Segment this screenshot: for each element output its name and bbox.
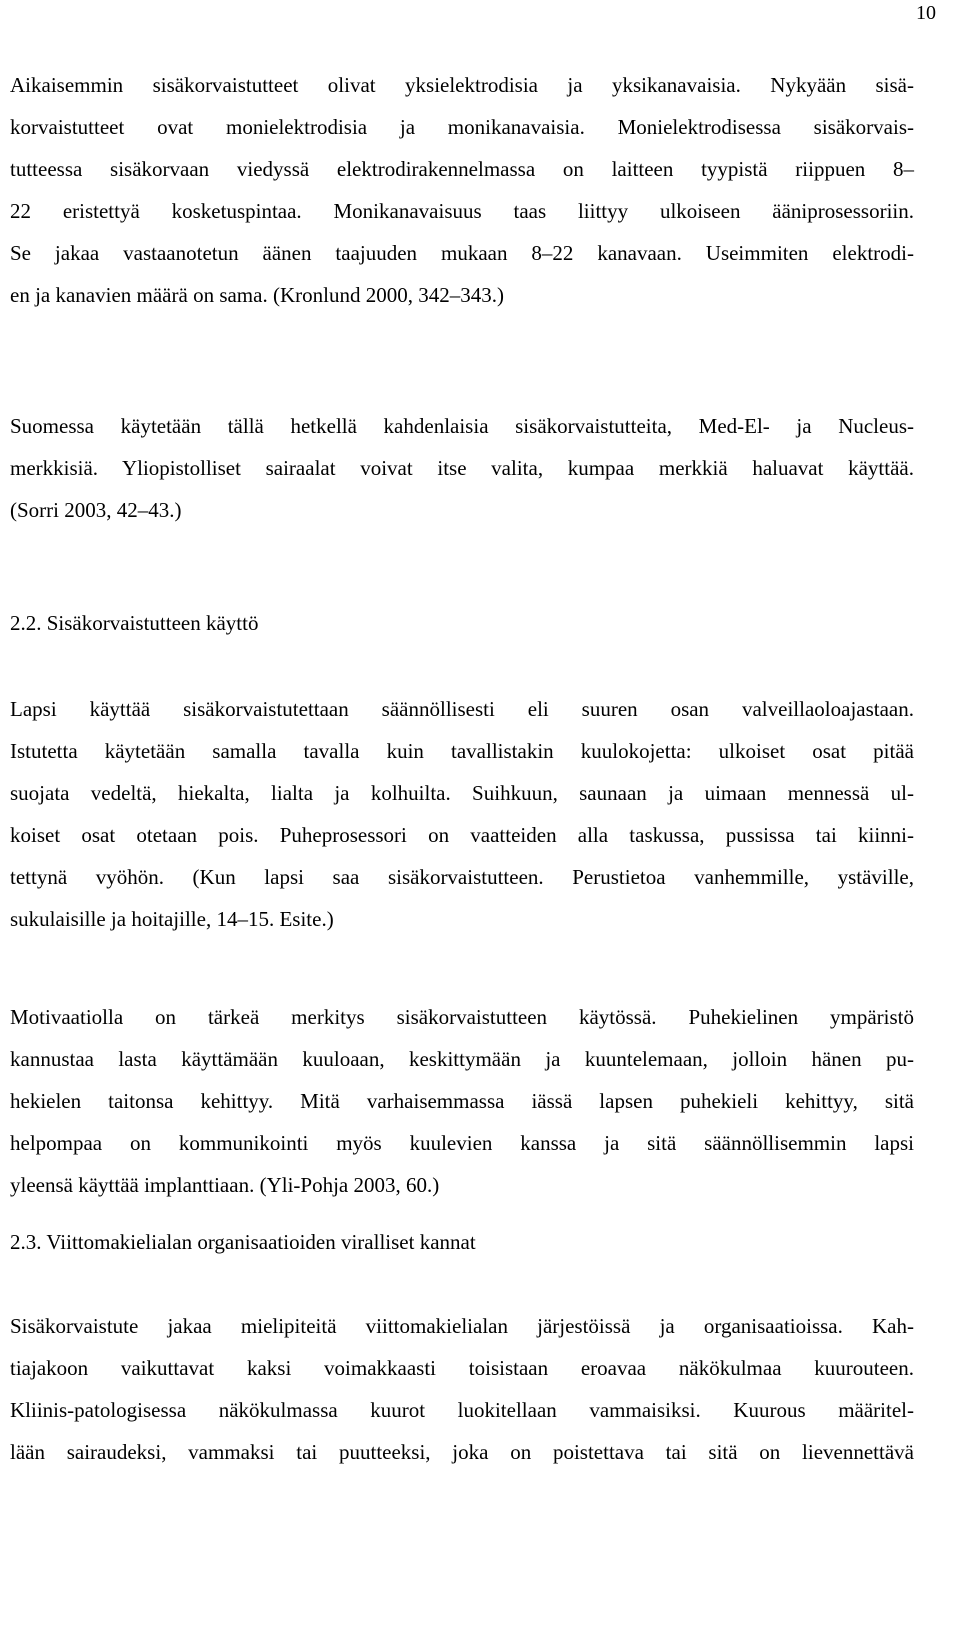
text-line: merkkisiä. Yliopistolliset sairaalat voivat itse valita, kumpaa merkkiä haluavat käyttää. <box>10 456 914 480</box>
text-line: Aikaisemmin sisäkorvaistutteet olivat yksielektrodisia ja yksikanavaisia. Nykyään sisä- <box>10 73 914 97</box>
text-line: 22 eristettyä kosketuspintaa. Monikanavaisuus taas liittyy ulkoiseen ääniprosessoriin. <box>10 199 914 223</box>
text-line: Se jakaa vastaanotetun äänen taajuuden mukaan 8–22 kanavaan. Useimmiten elektrodi- <box>10 241 914 265</box>
text-line: lään sairaudeksi, vammaksi tai puutteeksi, joka on poistettava tai sitä on lievennettävä <box>10 1440 914 1464</box>
text-line: (Sorri 2003, 42–43.) <box>10 498 182 522</box>
text-line: yleensä käyttää implanttiaan. (Yli-Pohja 2003, 60.) <box>10 1173 440 1197</box>
text-line: Sisäkorvaistute jakaa mielipiteitä viittomakielialan järjestöissä ja organisaatioissa. Kah- <box>10 1314 914 1338</box>
section-heading-2-3: 2.3. Viittomakielialan organisaatioiden viralliset kannat <box>10 1230 476 1254</box>
paragraph-cochlear-implant-types <box>10 64 914 316</box>
text-line: kannustaa lasta käyttämään kuuloaan, keskittymään ja kuuntelemaan, jolloin hänen pu- <box>10 1047 914 1071</box>
text-line: tiajakoon vaikuttavat kaksi voimakkaasti toisistaan eroavaa näkökulmaa kuurouteen. <box>10 1356 914 1380</box>
text-line: suojata vedeltä, hiekalta, lialta ja kolhuilta. Suihkuun, saunaan ja uimaan mennessä ul- <box>10 781 914 805</box>
paragraph-organisation-views <box>10 1305 914 1473</box>
text-line: koiset osat otetaan pois. Puheprosessori on vaatteiden alla taskussa, pussissa tai kiinni- <box>10 823 914 847</box>
text-line: sukulaisille ja hoitajille, 14–15. Esite.) <box>10 907 334 931</box>
paragraph-implant-usage <box>10 688 914 940</box>
section-heading-2-2: 2.2. Sisäkorvaistutteen käyttö <box>10 611 259 635</box>
paragraph-motivation <box>10 996 914 1206</box>
text-line: Suomessa käytetään tällä hetkellä kahdenlaisia sisäkorvaistutteita, Med-El- ja Nucleus- <box>10 414 914 438</box>
text-line: Motivaatiolla on tärkeä merkitys sisäkorvaistutteen käytössä. Puhekielinen ympäristö <box>10 1005 914 1029</box>
text-line: tettynä vyöhön. (Kun lapsi saa sisäkorvaistutteen. Perustietoa vanhemmille, ystäville, <box>10 865 914 889</box>
text-line: Istutetta käytetään samalla tavalla kuin tavallistakin kuulokojetta: ulkoiset osat pitää <box>10 739 914 763</box>
text-line: Kliinis-patologisessa näkökulmassa kuurot luokitellaan vammaisiksi. Kuurous määritel- <box>10 1398 914 1422</box>
paragraph-implant-brands <box>10 405 914 531</box>
text-line: hekielen taitonsa kehittyy. Mitä varhaisemmassa iässä lapsen puhekieli kehittyy, sitä <box>10 1089 914 1113</box>
text-line: tutteessa sisäkorvaan viedyssä elektrodirakennelmassa on laitteen tyypistä riippuen 8– <box>10 157 914 181</box>
text-line: helpompaa on kommunikointi myös kuulevien kanssa ja sitä säännöllisemmin lapsi <box>10 1131 914 1155</box>
text-line: en ja kanavien määrä on sama. (Kronlund 2000, 342–343.) <box>10 283 504 307</box>
page-number: 10 <box>916 2 936 24</box>
text-line: korvaistutteet ovat monielektrodisia ja monikanavaisia. Monielektrodisessa sisäkorvais- <box>10 115 914 139</box>
text-line: Lapsi käyttää sisäkorvaistutettaan säännöllisesti eli suuren osan valveillaoloajastaan. <box>10 697 914 721</box>
